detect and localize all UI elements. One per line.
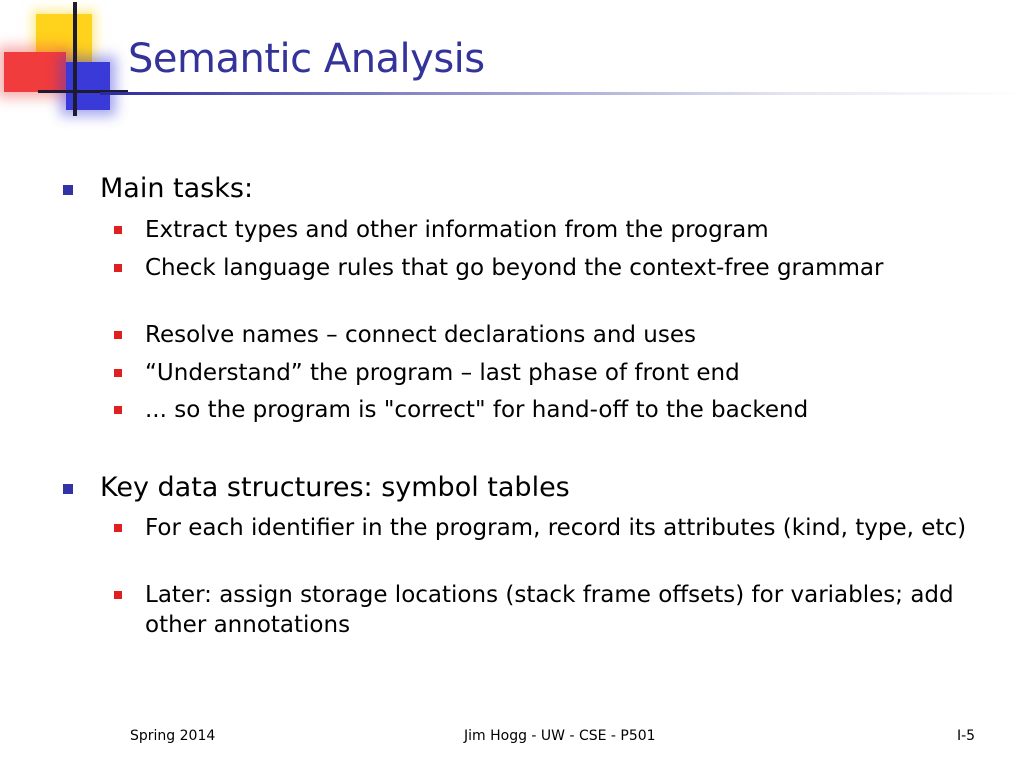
square-bullet-icon [114, 331, 122, 339]
square-bullet-icon [114, 406, 122, 414]
footer-slide-number: I-5 [957, 728, 976, 744]
square-bullet-icon [114, 591, 122, 599]
bullet-text: Extract types and other information from the program [145, 217, 769, 243]
sub-bullet-resolve-names [145, 320, 1005, 350]
bullet-text: Resolve names – connect declarations and uses [145, 322, 697, 348]
bullet-text: Check language rules that go beyond the context-free grammar [145, 255, 884, 281]
logo-red-square [4, 52, 66, 92]
logo-vertical-line [73, 2, 77, 116]
bullet-text: Main tasks: [100, 173, 254, 204]
sub-bullet-understand [145, 358, 1005, 388]
bullet-text: “Understand” the program – last phase of front end [145, 360, 740, 386]
square-bullet-icon [114, 264, 122, 272]
footer-author: Jim Hogg - UW - CSE - P501 [464, 728, 656, 744]
sub-bullet-check-rules [145, 253, 1005, 283]
square-bullet-icon [63, 185, 73, 195]
footer-date: Spring 2014 [130, 728, 216, 744]
sub-bullet-correct [145, 395, 1005, 425]
slide-title: Semantic Analysis [128, 36, 485, 82]
sub-bullet-identifier-attributes [145, 513, 1005, 543]
bullet-main-tasks [100, 173, 253, 205]
square-bullet-icon [114, 369, 122, 377]
bullet-text: Later: assign storage locations (stack frame offsets) for variables; add other annotations [145, 582, 954, 638]
slide-logo-decoration [0, 0, 140, 120]
bullet-text: ... so the program is "correct" for hand-off to the backend [145, 397, 809, 423]
square-bullet-icon [63, 484, 73, 494]
bullet-key-data-structures [100, 472, 570, 504]
sub-bullet-storage-locations [145, 580, 1005, 640]
bullet-text: Key data structures: symbol tables [100, 472, 570, 503]
square-bullet-icon [114, 226, 122, 234]
square-bullet-icon [114, 524, 122, 532]
title-underline [100, 92, 1024, 95]
sub-bullet-extract-types [145, 215, 1005, 245]
bullet-text: For each identifier in the program, record its attributes (kind, type, etc) [145, 515, 967, 541]
